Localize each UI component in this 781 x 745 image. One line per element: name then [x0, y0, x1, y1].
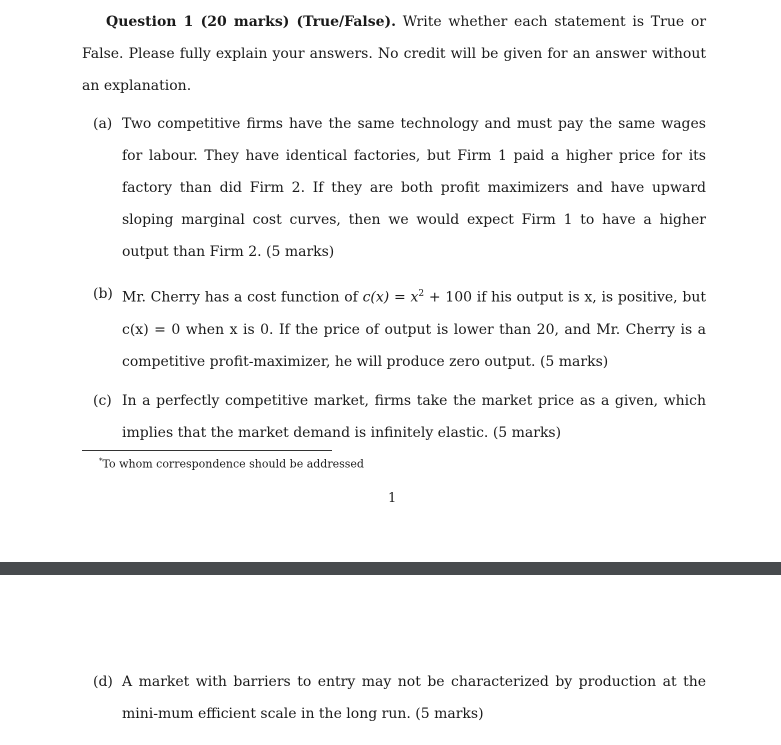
footnote-text: To whom correspondence should be addressed: [102, 457, 364, 471]
question-item-c: [93, 385, 706, 449]
item-text: In a perfectly competitive market, firms take the market price as a given, which implies that the market demand is infinitely elastic. (5 marks): [122, 393, 706, 441]
question-title: Question 1 (20 marks) (True/False).: [106, 14, 396, 30]
math-constant: + 100: [424, 289, 473, 306]
math-exponent: 2: [418, 289, 425, 299]
math-cost-function: c(x): [362, 289, 390, 306]
document-page-2: [0, 575, 781, 745]
footnote-mark: *: [99, 457, 103, 465]
question-intro: [82, 6, 706, 102]
item-label: (b): [93, 286, 113, 302]
footnote-rule: [82, 450, 332, 451]
item-text: [122, 278, 706, 378]
question-item-b: [93, 278, 706, 378]
math-equals: =: [389, 289, 411, 306]
question-instructions: Write whether each statement is True or False. Please fully explain your answers. No credit will be given for an answer without an explanation.: [82, 14, 707, 94]
page-separator: [0, 562, 781, 575]
page-number: 1: [388, 491, 397, 506]
footnote: [99, 452, 364, 474]
item-text-start: Mr. Cherry has a cost function of: [122, 289, 363, 306]
question-item-a: [93, 108, 706, 268]
item-text-rest: if his output is x, is positive, but c(x) = 0 when x is 0. If the price of output is lower than 20, and Mr. Cherry is a competitive profit-maximizer, he will produce zero output. (5 marks): [122, 289, 706, 370]
math-variable: x: [410, 289, 419, 306]
item-text: Two competitive firms have the same technology and must pay the same wages for labour. They have identical factories, but Firm 1 paid a higher price for its factory than did Firm 2. If they are both profit maximizers and have upward sloping marginal cost curves, then we would expect Firm 1 to have a higher output than Firm 2. (5 marks): [122, 116, 706, 260]
question-item-d: [93, 666, 706, 730]
item-label: (a): [93, 116, 113, 132]
item-label: (c): [93, 393, 112, 409]
item-label: (d): [93, 674, 113, 690]
item-text: A market with barriers to entry may not be characterized by production at the mini-mum efficient scale in the long run. (5 marks): [122, 674, 706, 722]
